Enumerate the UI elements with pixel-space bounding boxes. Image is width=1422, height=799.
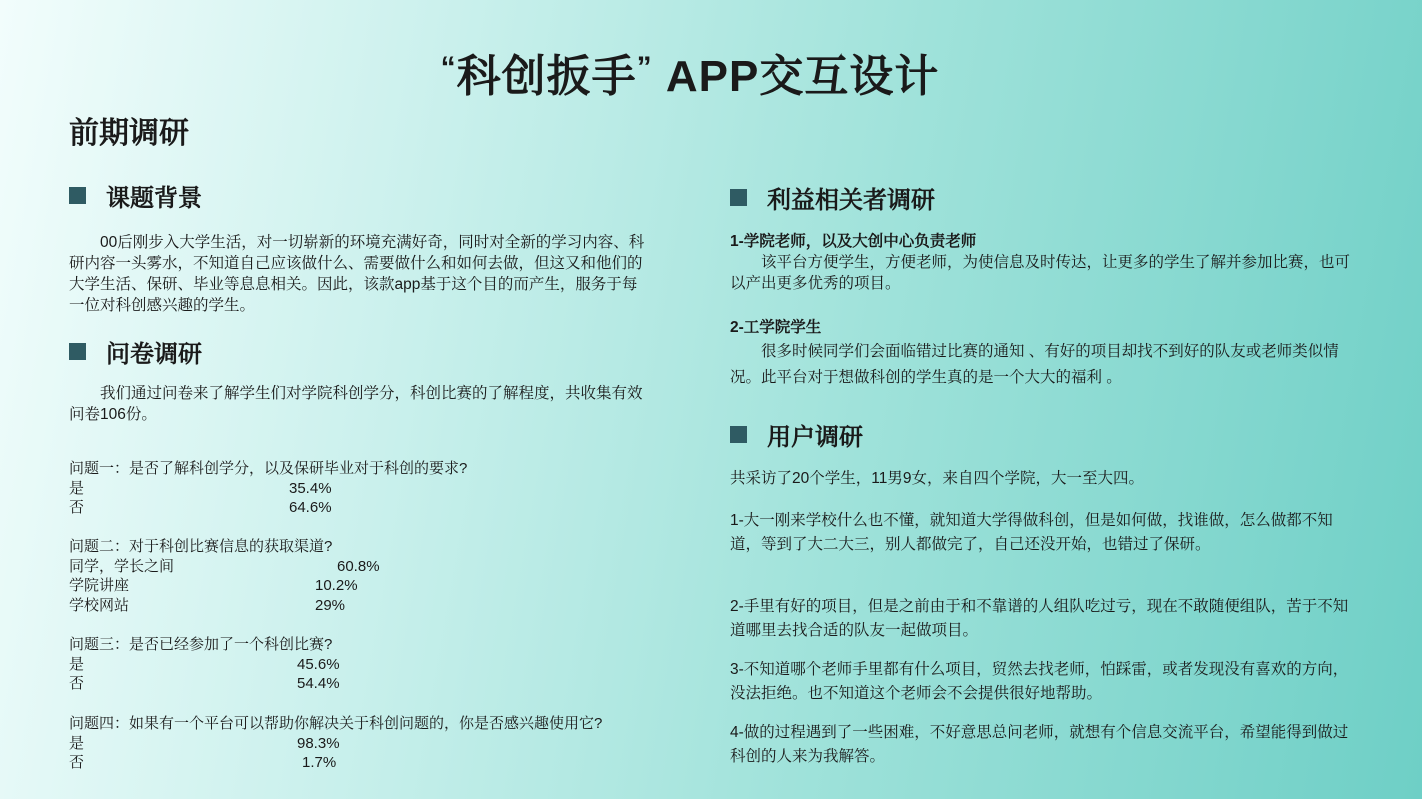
answer-label: 是	[69, 734, 85, 752]
question-text: 问题二：对于科创比赛信息的获取渠道?	[69, 538, 333, 555]
survey-question-4	[69, 714, 602, 773]
question-text: 问题一：是否了解科创学分，以及保研毕业对于科创的要求?	[69, 460, 468, 477]
answer-value: 35.4%	[289, 479, 332, 497]
stakeholder-text: 很多时候同学们会面临错过比赛的通知 、有好的项目却找不到好的队友或老师类似情况。此平台对于想做科创的学生真的是一个大大的福利 。	[730, 343, 1339, 386]
section-heading-questionnaire	[69, 334, 202, 369]
background-paragraph: 00后刚步入大学生活，对一切崭新的环境充满好奇，同时对全新的学习内容、科研内容一头雾水，不知道自己应该做什么、需要做什么和如何去做，但这又和他们的大学生活、保研、毕业等息息相关。因此，该款app基于这个目的而产生，服务于每一位对科创感兴趣的学生。	[69, 234, 645, 314]
answer-label: 是	[69, 655, 85, 673]
section-title: 问卷调研	[106, 341, 202, 368]
answer-label: 学校网站	[69, 596, 130, 614]
answer-value: 10.2%	[315, 577, 358, 594]
answer-row	[69, 557, 380, 577]
title-app-name: 科创扳手	[456, 52, 637, 101]
title-rest: APP交互设计	[665, 52, 940, 101]
stakeholder-item	[730, 231, 1350, 294]
user-research-summary: 共采访了20个学生，11男9女，来自四个学院，大一至大四。	[730, 470, 1144, 487]
survey-question-3	[69, 635, 340, 694]
answer-label: 学院讲座	[69, 577, 130, 594]
answer-value: 64.6%	[289, 499, 332, 516]
answer-value: 45.6%	[297, 655, 340, 673]
title-quote-close: ”	[636, 51, 653, 84]
answer-row	[69, 655, 340, 675]
slide-title	[0, 40, 1380, 104]
survey-question-1	[69, 459, 467, 518]
answer-value: 29%	[315, 596, 346, 614]
bullet-square-icon	[730, 189, 747, 206]
question-text: 问题三：是否已经参加了一个科创比赛?	[69, 636, 333, 653]
stakeholder-title: 2-工学院学生	[730, 319, 822, 336]
answer-label: 否	[69, 499, 85, 516]
answer-row	[69, 674, 340, 694]
user-research-point: 1-大一刚来学校什么也不懂，就知道大学得做科创，但是如何做，找谁做，怎么做都不知道，等到了大二大三，别人都做完了，自己还没开始，也错过了保研。	[730, 512, 1333, 553]
stakeholder-title: 1-学院老师，以及大创中心负责老师	[730, 233, 977, 250]
answer-value: 60.8%	[337, 557, 380, 575]
answer-label: 同学，学长之间	[69, 557, 175, 575]
bullet-square-icon	[730, 426, 747, 443]
bullet-square-icon	[69, 187, 86, 204]
section-heading-user-research	[730, 417, 863, 452]
answer-value: 54.4%	[297, 675, 340, 692]
section-heading-background	[69, 178, 202, 213]
survey-question-2	[69, 537, 380, 615]
answer-label: 否	[69, 675, 85, 692]
stakeholder-text: 该平台方便学生，方便老师，为使信息及时传达，让更多的学生了解并参加比赛，也可以产出更多优秀的项目。	[730, 254, 1351, 292]
answer-row	[69, 576, 380, 596]
user-research-point: 4-做的过程遇到了一些困难，不好意思总问老师，就想有个信息交流平台，希望能得到做过科创的人来为我解答。	[730, 724, 1349, 765]
question-text: 问题四：如果有一个平台可以帮助你解决关于科创问题的，你是否感兴趣使用它?	[69, 715, 603, 732]
answer-row	[69, 753, 602, 773]
answer-value: 98.3%	[297, 734, 340, 752]
answer-value: 1.7%	[302, 754, 337, 771]
answer-row	[69, 479, 467, 499]
section-title: 用户调研	[767, 424, 863, 451]
section-title: 利益相关者调研	[767, 187, 935, 214]
page-heading: 前期调研	[69, 117, 189, 150]
questionnaire-intro: 我们通过问卷来了解学生们对学院科创学分，科创比赛的了解程度，共收集有效问卷106份。	[69, 385, 643, 423]
section-title: 课题背景	[106, 185, 202, 212]
answer-row	[69, 734, 602, 754]
bullet-square-icon	[69, 343, 86, 360]
section-heading-stakeholders	[730, 180, 935, 215]
answer-row	[69, 498, 467, 518]
stakeholder-item	[730, 317, 1350, 391]
answer-row	[69, 596, 380, 616]
title-quote-open: “	[440, 51, 457, 84]
user-research-point: 3-不知道哪个老师手里都有什么项目，贸然去找老师，怕踩雷，或者发现没有喜欢的方向，没法拒绝。也不知道这个老师会不会提供很好地帮助。	[730, 661, 1349, 702]
answer-label: 是	[69, 479, 85, 497]
user-research-point: 2-手里有好的项目，但是之前由于和不靠谱的人组队吃过亏，现在不敢随便组队，苦于不知道哪里去找合适的队友一起做项目。	[730, 598, 1349, 639]
answer-label: 否	[69, 754, 85, 771]
